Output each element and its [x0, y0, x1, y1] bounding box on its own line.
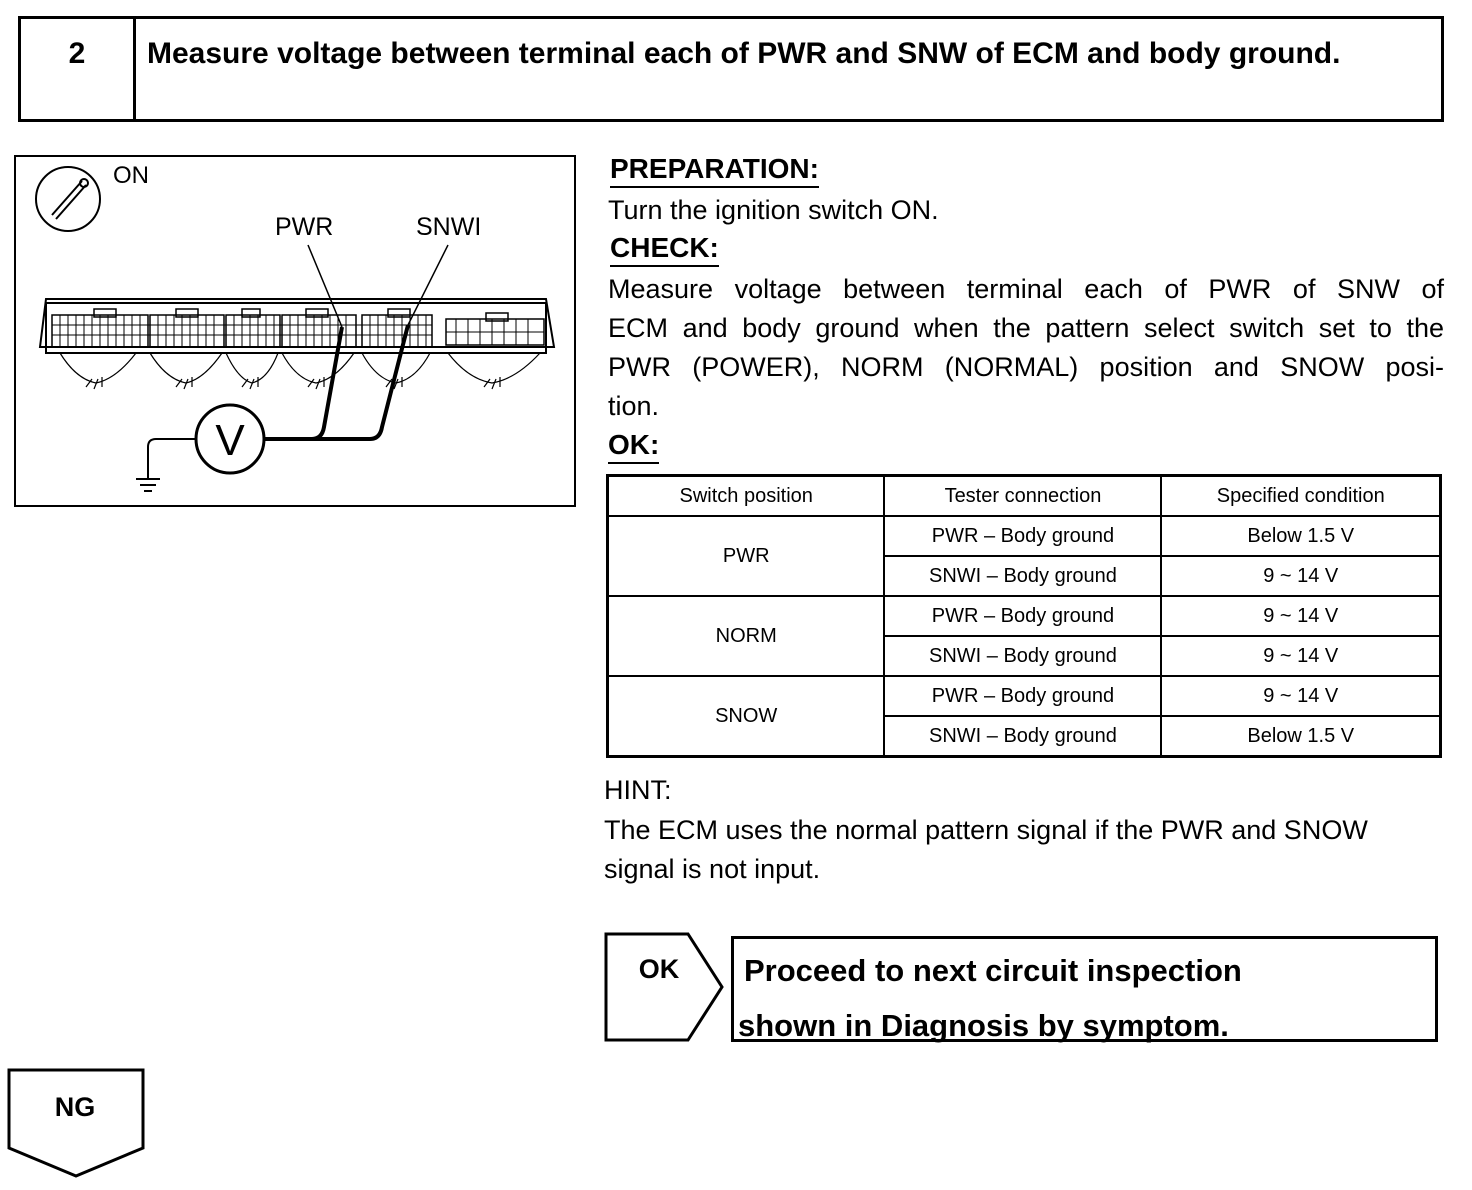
table-row	[608, 596, 1441, 636]
tester-connection: SNWI – Body ground	[884, 556, 1161, 596]
ok-result-box	[731, 936, 1438, 1042]
ok-section	[608, 430, 659, 460]
check-line-4: tion.	[608, 391, 660, 421]
ok-heading: OK:	[608, 429, 659, 464]
ng-arrow-shape	[7, 1068, 145, 1178]
header-tester-connection: Tester connection	[884, 476, 1161, 517]
specified-condition: 9 ~ 14 V	[1161, 676, 1440, 716]
switch-position-pwr: PWR	[608, 516, 885, 596]
specified-condition: Below 1.5 V	[1161, 516, 1440, 556]
diagram-drawing	[16, 157, 574, 505]
ground-symbol-icon	[136, 479, 160, 491]
ng-label: NG	[54, 1092, 96, 1122]
tester-connection: PWR – Body ground	[884, 676, 1161, 716]
table-row	[608, 516, 1441, 556]
hint-text	[604, 811, 1444, 889]
header-specified-condition: Specified condition	[1161, 476, 1440, 517]
step-header	[18, 16, 1444, 122]
ignition-key-icon	[36, 167, 100, 231]
preparation-text: Turn the ignition switch ON.	[608, 195, 939, 225]
specified-condition: Below 1.5 V	[1161, 716, 1440, 757]
specified-condition: 9 ~ 14 V	[1161, 596, 1440, 636]
wire-harness	[60, 353, 540, 389]
ok-result-line-2: shown in Diagnosis by symptom.	[738, 1008, 1229, 1043]
tester-connection: PWR – Body ground	[884, 596, 1161, 636]
specified-condition: 9 ~ 14 V	[1161, 636, 1440, 676]
check-line-2: ECM and body ground when the pattern select switch set to the	[608, 313, 1444, 343]
step-title: Measure voltage between terminal each of PWR and SNW of ECM and body ground.	[147, 37, 1341, 70]
ecm-connector	[40, 299, 554, 353]
check-text	[608, 270, 1444, 426]
tester-connection: SNWI – Body ground	[884, 636, 1161, 676]
ignition-on-label: ON	[113, 162, 149, 189]
ground-lead	[148, 439, 196, 479]
switch-position-snow: SNOW	[608, 676, 885, 757]
snwi-terminal-label: SNWI	[416, 213, 482, 241]
preparation-section	[610, 154, 819, 184]
ok-label: OK	[638, 954, 680, 984]
switch-position-norm: NORM	[608, 596, 885, 676]
header-switch-position: Switch position	[608, 476, 885, 517]
hint-heading: HINT:	[604, 775, 672, 805]
specified-condition: 9 ~ 14 V	[1161, 556, 1440, 596]
snwi-leader-line	[408, 245, 448, 325]
table-row	[608, 676, 1441, 716]
tester-connection: PWR – Body ground	[884, 516, 1161, 556]
voltmeter-icon	[196, 405, 264, 473]
ecm-wiring-diagram	[14, 155, 576, 507]
check-line-3: PWR (POWER), NORM (NORMAL) position and SNOW posi-	[608, 352, 1444, 382]
voltmeter-symbol: V	[215, 416, 245, 465]
hint-line-1: The ECM uses the normal pattern signal if the PWR and SNOW	[604, 815, 1368, 845]
pwr-terminal-label: PWR	[275, 213, 334, 241]
check-heading: CHECK:	[610, 232, 719, 267]
check-line-1: Measure voltage between terminal each of PWR of SNW of	[608, 274, 1444, 304]
ok-result-line-1: Proceed to next circuit inspection	[744, 953, 1242, 988]
specification-table	[606, 474, 1442, 758]
preparation-heading: PREPARATION:	[610, 153, 819, 188]
tester-connection: SNWI – Body ground	[884, 716, 1161, 757]
check-section	[610, 233, 719, 263]
table-header-row	[608, 476, 1441, 517]
ok-result-text	[738, 943, 1242, 1053]
hint-line-2: signal is not input.	[604, 854, 821, 884]
step-number: 2	[21, 19, 136, 119]
ok-arrow-shape	[604, 932, 726, 1042]
